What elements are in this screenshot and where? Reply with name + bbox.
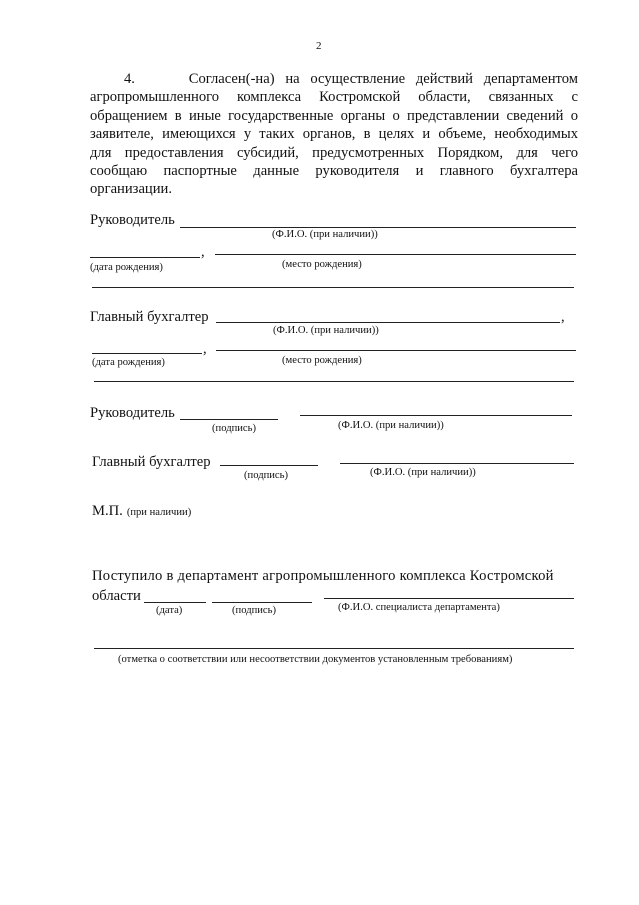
head-pob-continuation[interactable]: [92, 287, 574, 288]
accountant-pob-field[interactable]: [216, 350, 576, 351]
received-sign-hint: (подпись): [232, 605, 276, 616]
consent-paragraph: [90, 70, 578, 199]
accountant-label: Главный бухгалтер: [90, 309, 209, 325]
head-label: Руководитель: [90, 212, 175, 228]
stamp-place: [92, 502, 191, 520]
accountant-dob-field[interactable]: [92, 353, 202, 354]
paragraph-line: агропромышленного комплекса Костромской области, связанных с: [90, 89, 578, 106]
received-date-hint: (дата): [156, 605, 183, 616]
paragraph-line: заявителе, имеющихся у таких органов, в целях и объеме, необходимых: [90, 126, 578, 143]
head-sign-hint: (подпись): [212, 423, 256, 434]
page-number: 2: [316, 40, 322, 52]
accountant-pob-continuation[interactable]: [94, 381, 574, 382]
compliance-note-hint: (отметка о соответствии или несоответствии документов установленным требованиям): [118, 654, 513, 665]
accountant-sign-fio-hint: (Ф.И.О. (при наличии)): [370, 467, 476, 478]
paragraph-line: организации.: [90, 181, 172, 198]
paragraph-line: сообщаю паспортные данные руководителя и главного бухгалтера: [90, 162, 578, 179]
accountant-sign-label: Главный бухгалтер: [92, 454, 211, 470]
comma: ,: [203, 341, 207, 357]
stamp-label: М.П.: [92, 503, 123, 519]
head-sign-label: Руководитель: [90, 405, 175, 421]
compliance-note-field[interactable]: [94, 648, 574, 649]
stamp-hint: (при наличии): [126, 507, 192, 518]
accountant-sign-hint: (подпись): [244, 470, 288, 481]
received-line1: Поступило в департамент агропромышленного комплекса Костромской: [92, 568, 554, 584]
head-fio-hint: (Ф.И.О. (при наличии)): [272, 229, 378, 240]
accountant-fio-field[interactable]: [216, 322, 560, 323]
accountant-fio-hint: (Ф.И.О. (при наличии)): [273, 325, 379, 336]
head-sign-fio-field[interactable]: [300, 415, 572, 416]
head-dob-field[interactable]: [90, 257, 200, 258]
paragraph-line: обращением в иные государственные органы о представлении сведений о: [90, 107, 578, 124]
head-sign-fio-hint: (Ф.И.О. (при наличии)): [338, 420, 444, 431]
head-fio-field[interactable]: [180, 227, 576, 228]
paragraph-line: 4. Согласен(-на) на осуществление действий департаментом: [124, 71, 578, 87]
head-pob-hint: (место рождения): [282, 259, 362, 270]
paragraph-line: для предоставления субсидий, предусмотренных Порядком, для чего: [90, 144, 578, 161]
accountant-dob-hint: (дата рождения): [92, 357, 165, 368]
comma: ,: [201, 244, 205, 260]
received-fio-field[interactable]: [324, 598, 574, 599]
received-signature-field[interactable]: [212, 602, 312, 603]
head-signature-field[interactable]: [180, 419, 278, 420]
accountant-sign-fio-field[interactable]: [340, 463, 574, 464]
head-pob-field[interactable]: [215, 254, 576, 255]
trailing-comma: ,: [561, 309, 565, 325]
received-fio-hint: (Ф.И.О. специалиста департамента): [338, 602, 500, 613]
received-date-field[interactable]: [144, 602, 206, 603]
accountant-signature-field[interactable]: [220, 465, 318, 466]
head-dob-hint: (дата рождения): [90, 262, 163, 273]
received-line2-prefix: области: [92, 588, 141, 604]
accountant-pob-hint: (место рождения): [282, 355, 362, 366]
